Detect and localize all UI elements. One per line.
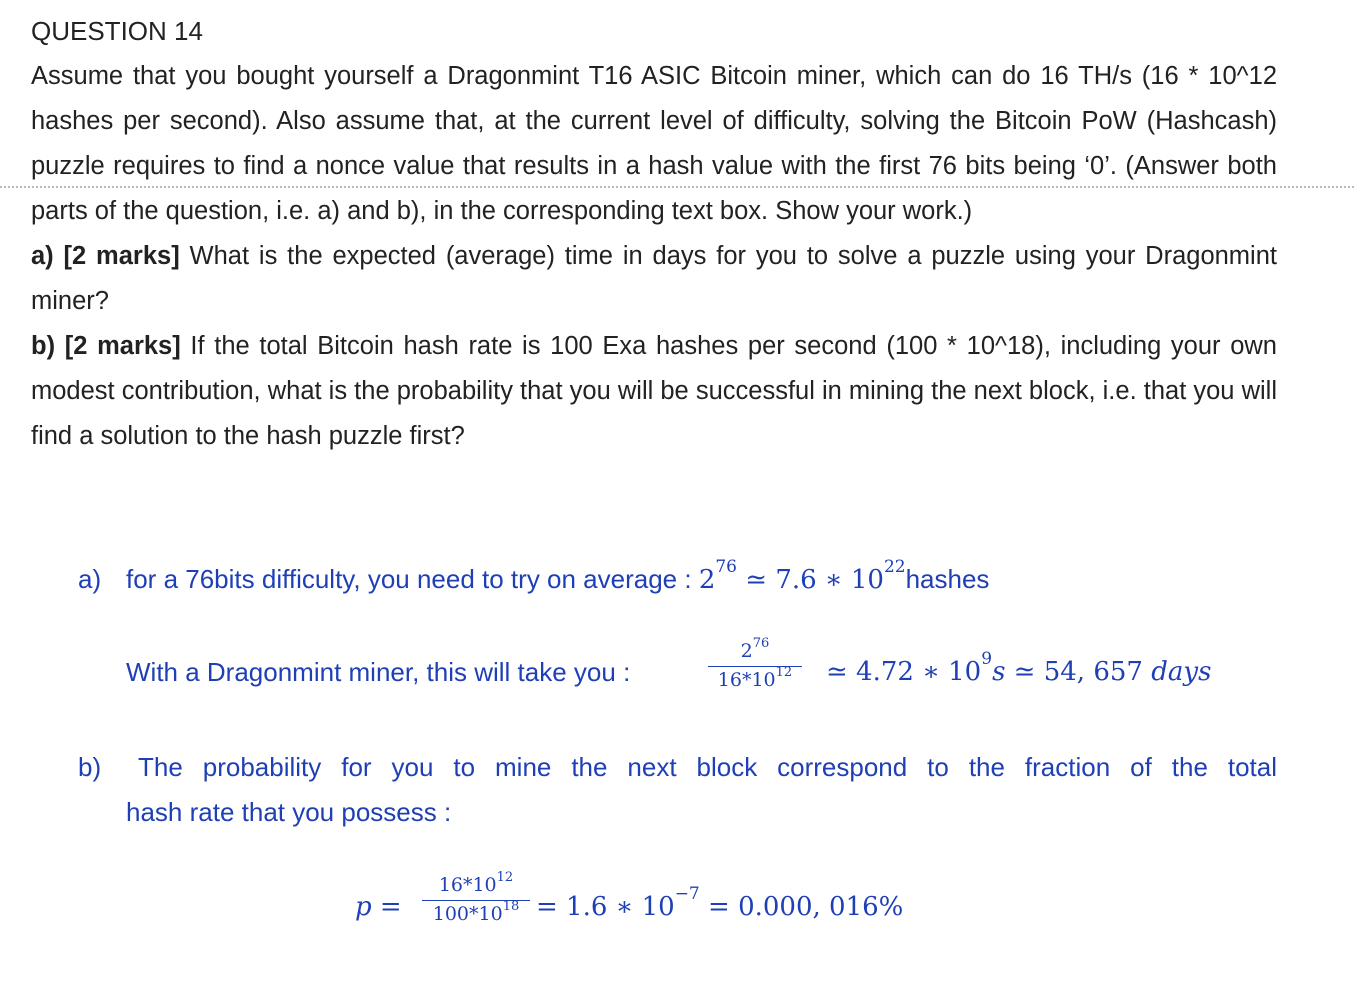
answer-b-p [355,892,402,922]
answer-a-days-approx: ≃ 54, 657 [1005,657,1152,687]
answer-a-line1-base: 2 [698,565,716,595]
part-b-label: b) [2 marks] [31,332,181,360]
answer-b-result-value: = 1.6 ∗ 10 [536,892,675,922]
answer-a-line2-result [826,649,1212,687]
answer-a-fraction [708,636,802,691]
answer-b-frac-den: $100*10^{18}$ [432,899,520,925]
answer-a-line1-approx-exp: 22 [883,557,906,577]
answer-a-result-exp: 9 [981,649,993,669]
part-b-text: If the total Bitcoin hash rate is 100 Exa hashes per second (100 * 10^18), including your own modest contribution, what is the probability that you will be successful in mining the next block, i.e. that you will find a solution to the hash puzzle first? [31,332,1277,450]
answer-a-result-unit: s [992,657,1006,687]
question-part-b [31,324,1277,459]
question-part-a [31,234,1277,324]
answer-b-p-symbol: p [355,892,372,922]
answer-a-line1 [126,557,990,595]
answer-a-line1-approx: ≃ 7.6 ∗ 10 [737,565,884,595]
answer-a-line1-unit: hashes [905,564,990,594]
question-title: QUESTION 14 [31,16,203,46]
answer-b-fraction [422,870,530,925]
answer-b-text-line2: hash rate that you possess : [126,797,452,827]
question-intro: Assume that you bought yourself a Dragonmint T16 ASIC Bitcoin miner, which can do 16 TH/s (16 * 10^12 hashes per second). Also assume that, at the current level of difficulty, solving the Bitcoin PoW (Hashcash) puzzle requires to find a nonce value that results in a hash value with the first 76 bits being ‘0’. (Answer both parts of the question, i.e. a) and b), in the corresponding text box. Show your work.) [31,62,1277,225]
answer-a-frac-den: $16*10^{12}$ [717,665,793,691]
answer-b-marker: b) [78,752,102,782]
answer-a-marker: a) [78,564,102,594]
answer-a-days-unit: days [1151,657,1212,687]
answer-b-percent: = 0.000, 016% [699,892,904,922]
answer-b-result [536,884,904,922]
answer-b-text-line1: The probability for you to mine the next block correspond to the fraction of the total [138,752,1277,782]
part-a-label: a) [2 marks] [31,242,180,270]
answer-a-line1-exp: 76 [715,557,737,577]
answer-a-line1-text: for a 76bits difficulty, you need to try on average : [126,564,699,594]
part-a-text: What is the expected (average) time in days for you to solve a puzzle using your Dragonmint miner? [31,242,1277,315]
answer-a-line2-text: With a Dragonmint miner, this will take you : [126,657,631,687]
answer-a-result: ≃ 4.72 ∗ 10 [826,657,982,687]
page-divider [0,186,1354,188]
question-body [31,54,1277,459]
answer-a-frac-num: $2^{76}$ [740,636,770,662]
answer-b-result-exp: −7 [674,884,700,904]
answer-b-frac-num: $16*10^{12}$ [438,870,514,896]
answer-b-eq: = [371,892,402,922]
